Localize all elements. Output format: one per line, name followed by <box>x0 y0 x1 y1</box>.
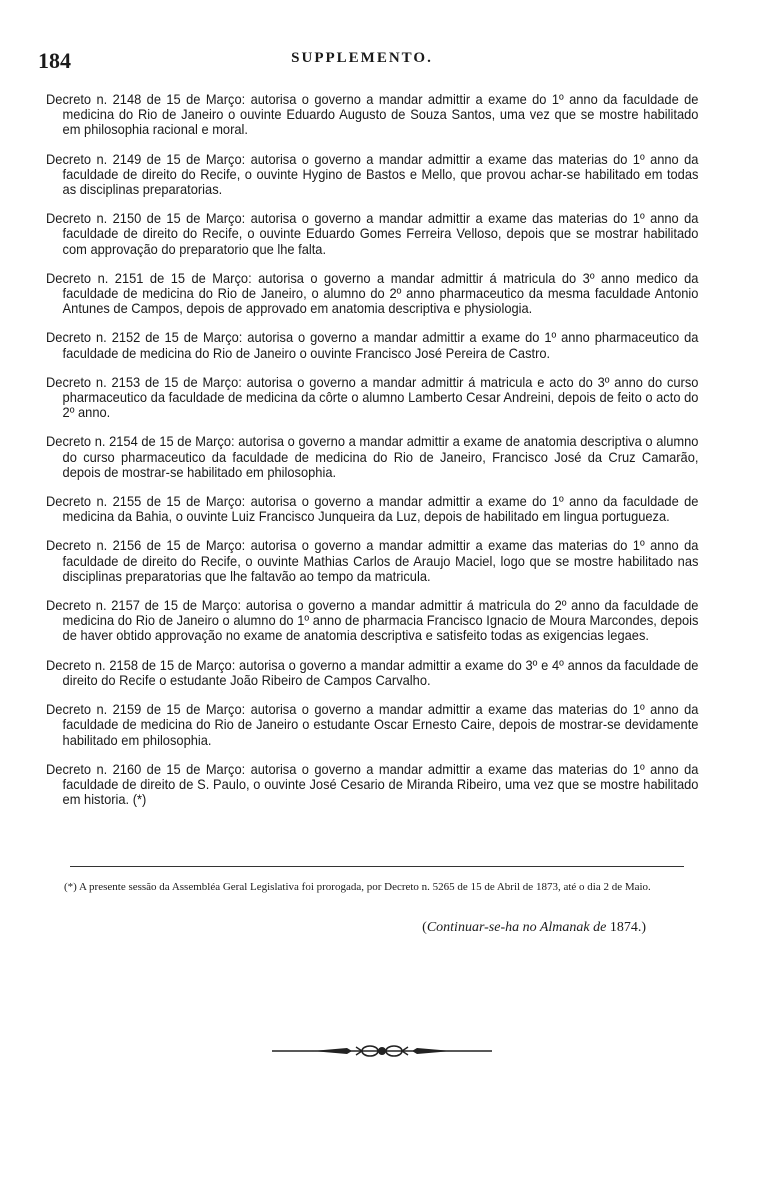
decree-entry: Decreto n. 2158 de 15 de Março: autorisa o governo a mandar admittir a exame do 3º e 4º annos da faculdade de direito do Recife o estudante João Ribeiro de Campos Carvalho. <box>46 656 699 688</box>
continuation-text: Continuar-se-ha no Almanak de <box>426 920 607 935</box>
continuation-year: 1874 <box>609 920 638 935</box>
footnote: (*) A presente sessão da Assembléa Geral Legislativa foi prorogada, por Decreto n. 5265 de 15 de Abril de 1873, até o dia 2 de Maio. <box>64 881 651 893</box>
decree-entry: Decreto n. 2149 de 15 de Março: autorisa o governo a mandar admittir a exame das materias do 1º anno da faculdade de direito do Recife, o ouvinte Hygino de Bastos e Mello, que provou achar-se habilitado em todas as disciplinas preparatorias. <box>46 150 699 198</box>
decree-entry: Decreto n. 2160 de 15 de Março: autorisa o governo a mandar admittir a exame das materias do 1º anno da faculdade de direito de S. Paulo, o ouvinte José Cesario de Miranda Ribeiro, uma vez que se mostre habilitado em historia. (*) <box>46 760 699 808</box>
decree-entry: Decreto n. 2152 de 15 de Março: autorisa o governo a mandar admittir a exame do 1º anno pharmaceutico da faculdade de medicina do Rio de Janeiro o ouvinte Francisco José Pereira de Castro. <box>46 329 699 361</box>
page-header <box>38 48 686 72</box>
decree-entry: Decreto n. 2157 de 15 de Março: autorisa o governo a mandar admittir á matricula do 2º anno da faculdade de medicina do Rio de Janeiro o alumno do 1º anno de pharmacia Francisco Ignacio de Moura Marcondes, depois de haver obtido approvação no exame de anatomia descriptiva e satisfeito todas as exigencias legaes. <box>46 597 699 644</box>
decree-entry: Decreto n. 2155 de 15 de Março: autorisa o governo a mandar admittir a exame do 1º anno da faculdade de medicina da Bahia, o ouvinte Luiz Francisco Junqueira da Luz, depois de habilitado em lingua portugueza. <box>46 493 699 525</box>
page-number: 184 <box>38 48 71 73</box>
section-title: SUPPLEMENTO. <box>291 50 433 66</box>
continuation-open: ( <box>422 920 427 935</box>
decree-entry: Decreto n. 2154 de 15 de Março: autorisa o governo a mandar admittir a exame de anatomia descriptiva o alumno do curso pharmaceutico da faculdade de medicina do Rio de Janeiro, Francisco José da Cruz Camarão, depois de mostrar-se habilitado em philosophia. <box>46 433 699 480</box>
decree-entry: Decreto n. 2150 de 15 de Março: autorisa o governo a mandar admittir a exame das materias do 1º anno da faculdade de direito do Recife, o ouvinte Eduardo Gomes Ferreira Velloso, depois que se mostrar habilitado com approvação do preparatorio que lhe falta. <box>46 210 699 257</box>
decree-entry: Decreto n. 2148 de 15 de Março: autorisa o governo a mandar admittir a exame do 1º anno da faculdade de medicina do Rio de Janeiro o ouvinte Eduardo Augusto de Souza Santos, uma vez que se mostre habilitado em philosophia racional e moral. <box>46 91 699 138</box>
decree-entry: Decreto n. 2156 de 15 de Março: autorisa o governo a mandar admittir a exame das materias do 1º anno da faculdade de direito do Recife, o ouvinte Mathias Carlos de Araujo Maciel, logo que se mostre habilitado nas disciplinas preparatorias que lhe faltavão ao tempo da matricula. <box>46 537 699 584</box>
decree-entry: Decreto n. 2159 de 15 de Março: autorisa o governo a mandar admittir a exame das materias do 1º anno da faculdade de medicina do Rio de Janeiro o estudante Oscar Ernesto Caire, depois de mostrar-se devidamente habilitado em philosophia. <box>46 701 699 748</box>
ornament-divider-icon <box>272 1043 492 1059</box>
decree-entry: Decreto n. 2153 de 15 de Março: autorisa o governo a mandar admittir á matricula e acto do 3º anno do curso pharmaceutico da faculdade de medicina da côrte o alumno Lamberto Cesar Andreini, depois de feito o acto do 2º anno. <box>46 373 699 421</box>
decree-entry: Decreto n. 2151 de 15 de Março: autorisa o governo a mandar admittir á matricula do 3º anno medico da faculdade de medicina do Rio de Janeiro, o alumno do 2º anno pharmaceutico da mesma faculdade Antonio Antunes de Campos, depois de approvado em anatomia descriptiva e physiologia. <box>46 269 699 317</box>
continuation-note <box>422 920 646 936</box>
footnote-divider <box>70 866 684 867</box>
continuation-close: .) <box>637 920 646 935</box>
decree-list <box>46 78 699 813</box>
